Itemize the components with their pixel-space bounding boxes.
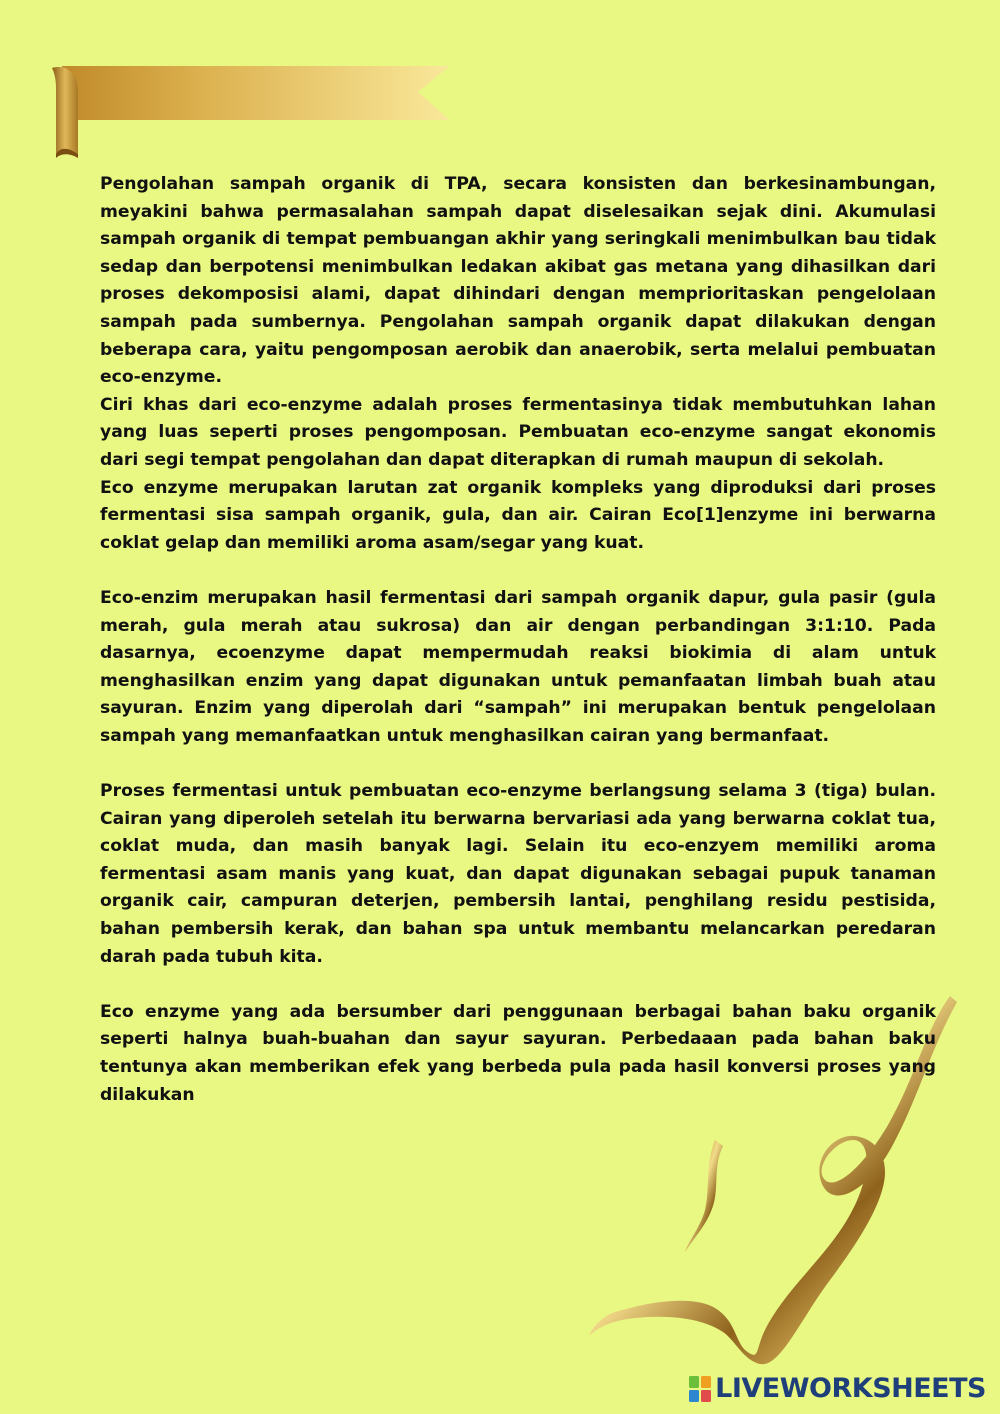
paragraph-eco-enzim-fermentasi: Eco-enzim merupakan hasil fermentasi dari sampah organik dapur, gula pasir (gula merah, gula merah atau sukrosa) dan air dengan perbandingan 3:1:10. Pada dasarnya, ecoenzyme dapat mempermudah reaksi biokimia di alam untuk menghasilkan enzim yang dapat digunakan untuk pemanfaatan limbah buah atau sayuran. Enzim yang diperolah dari “sampah” ini merupakan bentuk pengelolaan sampah yang memanfaatkan untuk menghasilkan cairan yang bermanfaat. — [100, 587, 936, 746]
liveworksheets-logo — [689, 1373, 986, 1404]
paragraph-ciri-khas: Ciri khas dari eco-enzyme adalah proses fermentasinya tidak membutuhkan lahan yang luas seperti proses pengomposan. Pembuatan eco-enzyme sangat ekonomis dari segi tempat pengolahan dan dapat diterapkan di rumah maupun di sekolah. — [100, 394, 936, 470]
gold-banner-decoration — [48, 62, 458, 162]
document-body — [100, 171, 936, 1109]
paragraph-definisi-eco-enzyme: Eco enzyme merupakan larutan zat organik kompleks yang diproduksi dari proses fermentasi sisa sampah organik, gula, dan air. Cairan Eco[1]enzyme ini berwarna coklat gelap dan memiliki aroma asam/segar yang kuat. — [100, 477, 936, 553]
liveworksheets-logo-mark-icon — [689, 1376, 711, 1402]
paragraph-pengolahan-sampah: Pengolahan sampah organik di TPA, secara konsisten dan berkesinambungan, meyakini bahwa permasalahan sampah dapat diselesaikan sejak dini. Akumulasi sampah organik di tempat pembuangan akhir yang seringkali menimbulkan bau tidak sedap dan berpotensi menimbulkan ledakan akibat gas metana yang dihasilkan dari proses dekomposisi alami, dapat dihindari dengan memprioritaskan pengelolaan sampah pada sumbernya. Pengolahan sampah organik dapat dilakukan dengan beberapa cara, yaitu pengomposan aerobik dan anaerobik, serta melalui pembuatan eco-enzyme. — [100, 174, 936, 388]
paragraph-bahan-baku: Eco enzyme yang ada bersumber dari penggunaan berbagai bahan baku organik seperti halnya buah-buahan dan sayur sayuran. Perbedaaan pada bahan baku tentunya akan memberikan efek yang berbeda pula pada hasil konversi proses yang dilakukan — [100, 1001, 936, 1105]
paragraph-proses-fermentasi: Proses fermentasi untuk pembuatan eco-enzyme berlangsung selama 3 (tiga) bulan. Cairan yang diperoleh setelah itu berwarna bervariasi ada yang berwarna coklat tua, coklat muda, dan masih banyak lagi. Selain itu eco-enzyem memiliki aroma fermentasi asam manis yang kuat, dan dapat digunakan sebagai pupuk tanaman organik cair, campuran deterjen, pembersih lantai, penghilang residu pestisida, bahan pembersih kerak, dan bahan spa untuk membantu melancarkan peredaran darah pada tubuh kita. — [100, 781, 936, 967]
liveworksheets-logo-text: LIVEWORKSHEETS — [715, 1373, 986, 1404]
